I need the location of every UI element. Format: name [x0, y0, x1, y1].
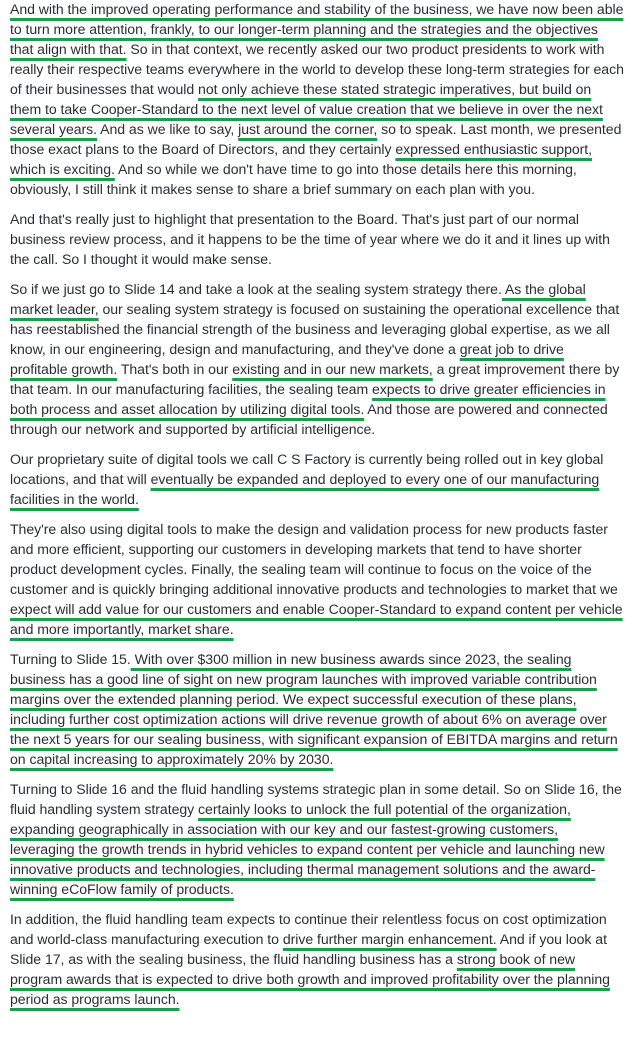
highlighted-text: expressed enthusiastic support, which is exciting.: [10, 141, 593, 177]
highlighted-text: great job to drive profitable growth.: [10, 341, 564, 377]
highlighted-text: expect will add value for our customers and enable Cooper-Standard to expand content per vehicle and more importantly, market share.: [10, 601, 623, 637]
transcript-paragraph: [10, 0, 624, 199]
paragraph-text: a great improvement there by that team. In our manufacturing facilities, the sealing team: [10, 361, 620, 397]
paragraph-text: And that's really just to highlight that presentation to the Board. That's just part of our normal business review process, and it happens to be the time of year where we do it and it lines up with the call. So I thought it would make sense.: [10, 211, 610, 267]
transcript-paragraph: [10, 519, 624, 639]
paragraph-text: And if you look at Slide 17, as with the sealing business, the fluid handling business has a: [10, 931, 607, 967]
transcript-paragraph: [10, 649, 624, 769]
highlighted-text: certainly looks to unlock the full potential of the organization, expanding geographically in association with our key and our fastest-growing customers, leveraging the growth trends in hybrid vehicles to expand content per vehicle and launching new innovative products and technologies, including thermal management solutions and the award-winning eCoFlow family of products.: [10, 801, 605, 897]
paragraph-text: And as we like to say,: [97, 121, 239, 137]
transcript-paragraph: [10, 909, 624, 1009]
paragraph-text: So in that context, we recently asked our two product presidents to work with really their respective teams everywhere in the world to develop these long-term strategies for each of their businesses that would: [10, 41, 624, 97]
paragraph-text: That's both in our: [117, 361, 233, 377]
paragraph-text: our sealing system strategy is focused on sustaining the operational excellence that has reestablished the financial strength of the business and leveraging global expertise, as we all know, in our engineering, design and manufacturing, and they've done a: [10, 301, 620, 357]
paragraph-text: Our proprietary suite of digital tools we call C S Factory is currently being rolled out in key global locations, and that will: [10, 451, 604, 487]
highlighted-text: With over $300 million in new business awards since 2023, the sealing business has a good line of sight on new program launches with improved variable contribution margins over the extended planning period. We expect successful execution of these plans, including further cost optimization actions will drive revenue growth of about 6% on average over the next 5 years for our sealing business, with significant expansion of EBITDA margins and return on capital increasing to approximately 20% by 2030.: [10, 651, 618, 767]
paragraph-text: so to speak. Last month, we presented those exact plans to the Board of Directors, and they certainly: [10, 121, 622, 157]
highlighted-text: drive further margin enhancement.: [282, 931, 497, 947]
transcript-paragraph: [10, 779, 624, 899]
highlighted-text: And with the improved operating performance and stability of the business, we have now been able to turn more attention, frankly, to our longer-term planning and the strategies and the objectives that align with that.: [10, 1, 624, 57]
transcript-paragraph: [10, 449, 624, 509]
paragraph-text: Turning to Slide 16 and the fluid handling systems strategic plan in some detail. So on Slide 16, the fluid handling system strategy: [10, 781, 622, 817]
paragraph-text: So if we just go to Slide 14 and take a look at the sealing system strategy there.: [10, 281, 502, 297]
highlighted-text: As the global market leader,: [10, 281, 586, 317]
highlighted-text: existing and in our new markets,: [232, 361, 433, 377]
transcript-paragraph: [10, 279, 624, 439]
highlighted-text: strong book of new program awards that is expected to drive both growth and improved profitability over the planning period as programs launch.: [10, 951, 610, 1007]
highlighted-text: just around the corner,: [238, 121, 378, 137]
paragraph-text: And so while we don't have time to go into those details here this morning, obviously, I still think it makes sense to share a brief summary on each plan with you.: [10, 161, 577, 197]
paragraph-text: And those are powered and connected through our network and supported by artificial intelligence.: [10, 401, 608, 437]
highlighted-text: not only achieve these stated strategic imperatives, but build on them to take Cooper-Standard to the next level of value creation that we believe in over the next several years.: [10, 81, 603, 137]
paragraph-text: They're also using digital tools to make the design and validation process for new products faster and more efficient, supporting our customers in developing markets that tend to have shorter product development cycles. Finally, the sealing team will continue to focus on the voice of the customer and is quickly bringing additional innovative products and technologies to market that we: [10, 521, 618, 597]
paragraph-text: Turning to Slide 15.: [10, 651, 131, 667]
transcript-paragraph: [10, 209, 624, 269]
paragraph-text: In addition, the fluid handling team expects to continue their relentless focus on cost optimization and world-class manufacturing execution to: [10, 911, 607, 947]
highlighted-text: expects to drive greater efficiencies in both process and asset allocation by utilizing digital tools.: [10, 381, 606, 417]
highlighted-text: eventually be expanded and deployed to every one of our manufacturing facilities in the world.: [10, 471, 600, 507]
